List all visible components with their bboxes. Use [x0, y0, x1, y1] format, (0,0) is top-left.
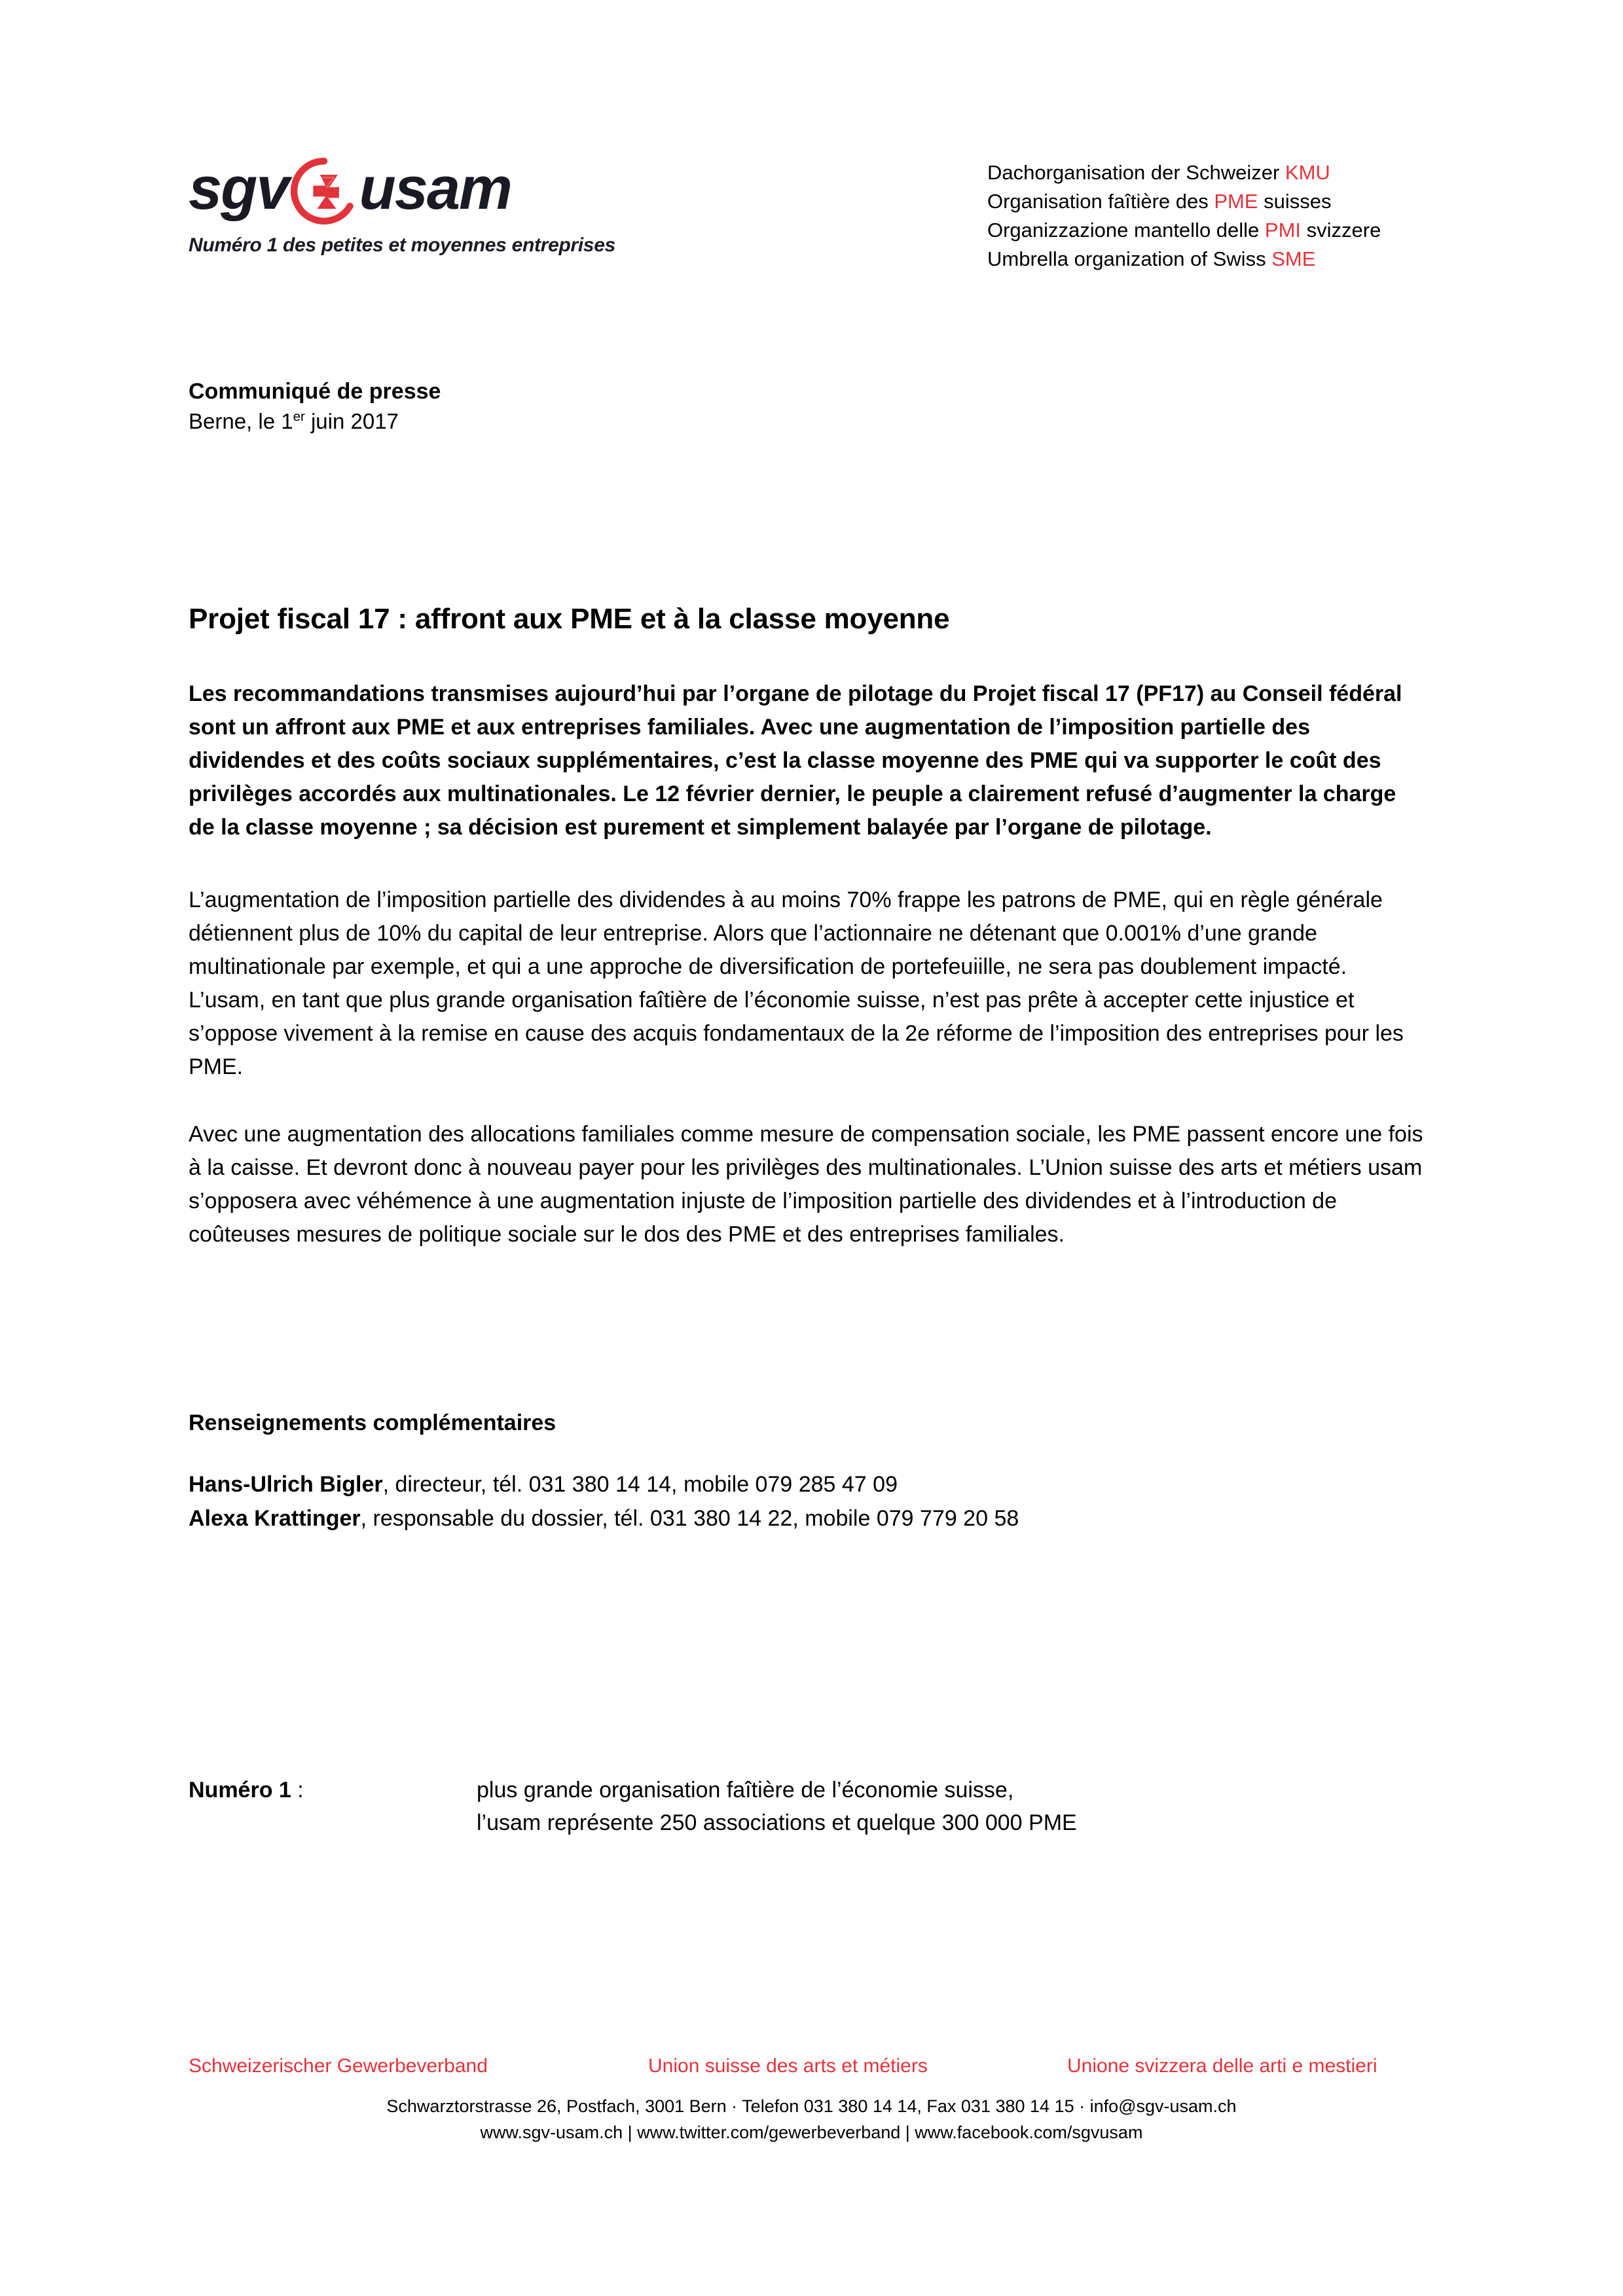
- footer-name-it: Unione svizzera delle arti e mestieri: [1067, 2055, 1377, 2077]
- body-paragraph-2: Avec une augmentation des allocations familiales comme mesure de compensation sociale, les PME passent encore une fois à la caisse. Et devront donc à nouveau payer pour les privilèges des multinationales. L’Union suisse des arts et métiers usam s’opposera avec véhémence à une augmentation injuste de l’imposition partielle des dividendes et à l’introduction de coûteuses mesures de politique sociale sur le dos des PME et des entreprises familiales.: [189, 1121, 1423, 1247]
- document-body: [189, 602, 1426, 1285]
- document-type-label: Communiqué de presse: [189, 379, 441, 404]
- header-language-fr: Organisation faîtière des PME suisses: [987, 190, 1332, 213]
- lead-paragraph: Les recommandations transmises aujourd’hui par l’organe de pilotage du Projet fiscal 17 (PF17) au Conseil fédéral sont un affront aux PME et aux entreprises familiales. Avec une augmentation de l’imposition partielle des dividendes et des coûts sociaux supplémentaires, c’est la classe moyenne des PME qui va supporter le coût des privilèges accordés aux multinationales. Le 12 février dernier, le peuple a clairement refusé d’augmenter la charge de la classe moyenne ; sa décision est purement et simplement balayée par l’organe de pilotage.: [189, 681, 1402, 840]
- ordinal-suffix: er: [293, 409, 305, 424]
- accent-sme: SME: [1271, 247, 1316, 270]
- header-language-de: Dachorganisation der Schweizer KMU: [987, 161, 1330, 184]
- footer-address-line: Schwarztorstrasse 26, Postfach, 3001 Bern · Telefon 031 380 14 14, Fax 031 380 14 15 · info@sgv-usam.ch: [386, 2096, 1237, 2116]
- logo-text-sgv: sgv: [189, 155, 289, 222]
- numero-un-block: [189, 1774, 1426, 1839]
- contacts-heading: Renseignements complémentaires: [189, 1410, 556, 1435]
- contact-details-1: , directeur, tél. 031 380 14 14, mobile 079 285 47 09: [382, 1472, 898, 1497]
- contact-person-2: [189, 1501, 1426, 1535]
- document-header: [0, 149, 1623, 274]
- accent-pmi: PMI: [1264, 219, 1302, 242]
- footer-name-de: Schweizerischer Gewerbeverband: [189, 2055, 488, 2077]
- footer-contact-info: [0, 2093, 1623, 2145]
- numero-label-colon: :: [291, 1778, 304, 1803]
- footer-organization-names: [0, 2055, 1623, 2088]
- logo-tagline: Numéro 1 des petites et moyennes entreprises: [189, 234, 616, 256]
- contact-name-1: Hans-Ulrich Bigler: [189, 1472, 383, 1497]
- numero-label-bold: Numéro 1: [189, 1778, 291, 1803]
- header-language-it: Organizzazione mantello delle PMI svizzere: [987, 219, 1381, 242]
- contact-details-2: , responsable du dossier, tél. 031 380 14 22, mobile 079 779 20 58: [360, 1506, 1019, 1531]
- accent-kmu: KMU: [1285, 161, 1330, 184]
- logo-wordmark: [189, 149, 608, 228]
- body-paragraph-1: L’augmentation de l’imposition partielle des dividendes à au moins 70% frappe les patrons de PME, qui en règle générale détiennent plus de 10% du capital de leur entreprise. Alors que l’actionnaire ne détenant que 0.001% d’une grande multinationale par exemple, et qui a une approche de diversification de portefeuiille, ne sera pas doublement impacté. L’usam, en tant que plus grande organisation faîtière de l’économie suisse, n’est pas prête à accepter cette injustice et s’oppose vivement à la remise en cause des acquis fondamentaux de la 2e réforme de l’imposition des entreprises pour les PME.: [189, 887, 1404, 1079]
- document-footer: [0, 2055, 1623, 2145]
- numero-description: [477, 1774, 1426, 1839]
- footer-web-line: www.sgv-usam.ch | www.twitter.com/gewerbeverband | www.facebook.com/sgvusam: [480, 2123, 1143, 2142]
- numero-line-2: l’usam représente 250 associations et quelque 300 000 PME: [477, 1810, 1077, 1835]
- numero-label: [189, 1774, 477, 1839]
- accent-pme: PME: [1214, 190, 1258, 213]
- contact-name-2: Alexa Krattinger: [189, 1506, 361, 1531]
- contacts-section: [189, 1410, 1426, 1535]
- header-language-lines: [987, 158, 1381, 274]
- contact-person-1: [189, 1467, 1426, 1501]
- document-dateline: Berne, le 1er juin 2017: [189, 409, 399, 433]
- header-language-en: Umbrella organization of Swiss SME: [987, 247, 1316, 270]
- numero-line-1: plus grande organisation faîtière de l’économie suisse,: [477, 1778, 1014, 1803]
- logo-text-usam: usam: [359, 155, 511, 222]
- usam-swiss-cross-emblem-icon: [290, 157, 358, 225]
- document-meta: [189, 376, 441, 437]
- footer-name-fr: Union suisse des arts et métiers: [648, 2055, 928, 2077]
- usam-logo: [189, 149, 616, 257]
- page-title: Projet fiscal 17 : affront aux PME et à la classe moyenne: [189, 603, 950, 635]
